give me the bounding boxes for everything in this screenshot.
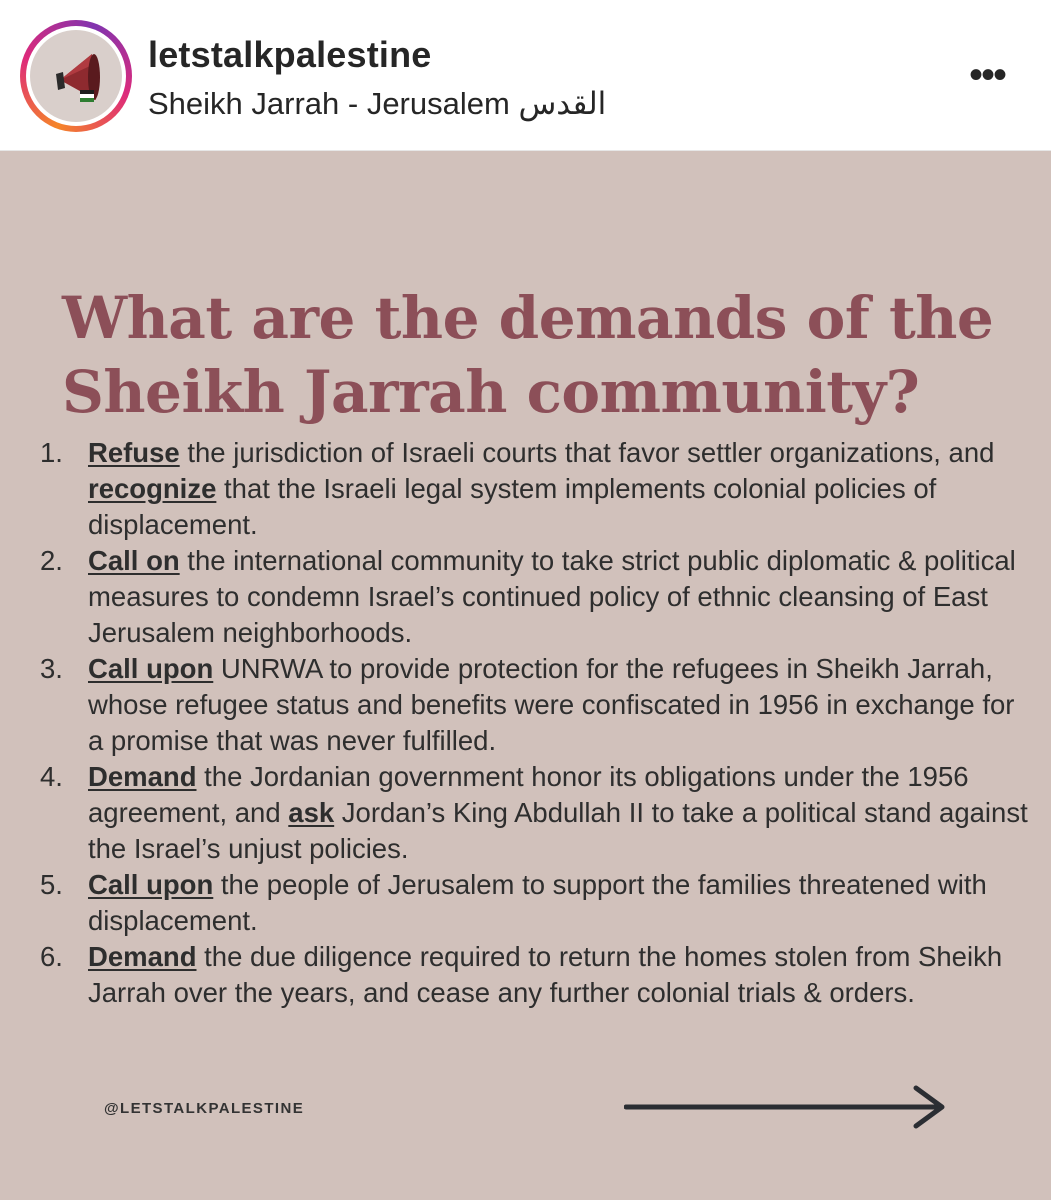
item-number: 2. [40,545,63,576]
item-text: the due diligence required to return the homes stolen from Sheikh Jarrah over the years, and cease any further colonial trials & orders. [88,941,1003,1008]
keyword: Call upon [88,653,214,684]
item-text: the people of Jerusalem to support the families threatened with displacement. [88,869,987,936]
post-header [0,0,1051,151]
keyword: Call on [88,545,180,576]
list-item [40,939,1030,1011]
list-item [40,867,1030,939]
post-image [0,151,1051,1200]
keyword: Call upon [88,869,214,900]
item-text: that the Israeli legal system implements colonial policies of displacement. [88,473,937,540]
username[interactable]: letstalkpalestine [148,34,432,75]
more-options-button[interactable]: ••• [968,53,1005,97]
item-number: 3. [40,653,63,684]
item-number: 1. [40,437,63,468]
account-handle: @LETSTALKPALESTINE [104,1100,305,1117]
item-number: 4. [40,761,63,792]
post-title [62,281,1022,429]
list-item [40,651,1030,759]
item-text: the jurisdiction of Israeli courts that favor settler organizations, and [179,437,995,468]
megaphone-icon [30,30,122,122]
keyword: recognize [88,473,217,504]
keyword: Demand [88,761,197,792]
story-ring[interactable] [20,20,132,132]
avatar[interactable] [30,30,122,122]
title-line-2: Sheikh Jarrah community? [62,358,920,426]
item-number: 5. [40,869,63,900]
keyword: Demand [88,941,197,972]
title-line-1: What are the demands of the [62,284,994,352]
list-item [40,543,1030,651]
list-item [40,435,1030,543]
keyword: Refuse [88,437,180,468]
item-number: 6. [40,941,63,972]
list-item [40,759,1030,867]
item-text: Jordan’s King Abdullah II to take a political stand against the Israel’s unjust policies. [88,797,1028,864]
location-tag[interactable]: Sheikh Jarrah - Jerusalem القدس [148,86,607,121]
demands-list [40,435,1030,1011]
item-text: the international community to take strict public diplomatic & political measures to condemn Israel’s continued policy of ethnic cleansing of East Jerusalem neighborhoods. [88,545,1016,648]
item-text: the Jordanian government honor its obligations under the 1956 agreement, and [88,761,969,828]
item-text: UNRWA to provide protection for the refugees in Sheikh Jarrah, whose refugee status and benefits were confiscated in 1956 in exchange for a promise that was never fulfilled. [88,653,1015,756]
keyword: ask [288,797,335,828]
arrow-right-icon[interactable] [624,1085,950,1129]
